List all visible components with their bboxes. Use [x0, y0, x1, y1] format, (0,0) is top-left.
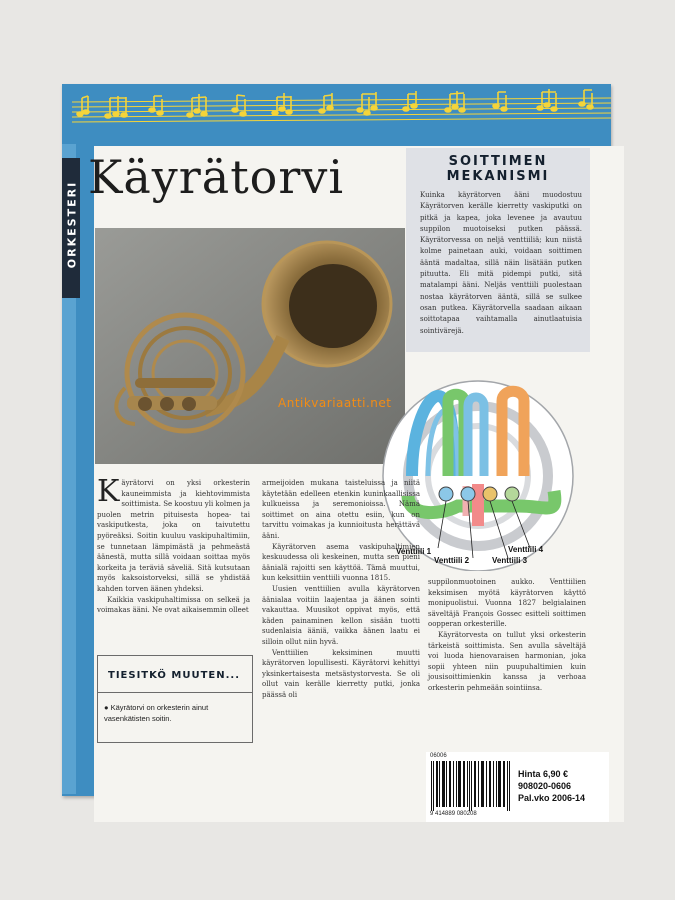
valve-2-label: Venttiili 2: [434, 556, 470, 565]
col3-paragraph-1: suppilonmuotoinen aukko. Venttiilien keksimisen myötä käyrätorven käyttö monipuolistui. Vuonna 1827 belgialainen säveltäjä François Gossec esitteli soittimen oopperan orkesterille.: [428, 578, 586, 629]
body-column-3: [428, 577, 586, 694]
sidebar-heading-line1: SOITTIMEN: [448, 154, 548, 169]
col2-paragraph-1: armeijoiden mukana taisteluissa ja niitä käytetään edelleen etenkin kuninkaallisissa kulkueissa ja seremonioissa. Nämä soittimet on aina otettu esiin, kun on tarvittu voimakas ja kunnioitusta herättävä ääni.: [262, 479, 420, 540]
issue-code: 06006: [430, 753, 447, 759]
col1-paragraph-2: Kaikkia vaskipuhaltimissa on selkeä ja voimakas ääni. Ne ovat aikaisemmin olleet: [97, 595, 250, 615]
mechanism-sidebar: [406, 148, 590, 352]
section-tab-label: ORKESTERI: [65, 180, 79, 269]
col2-paragraph-2: Käyrätorven asema vaskipuhaltimien keskuudessa oli keskeinen, mutta sen pieni äänialä rajoitti sen käyttöä. Tämä muuttui, kun keksittiin venttiili vuonna 1815.: [262, 542, 420, 583]
barcode-icon: [430, 761, 512, 811]
body-column-2: [262, 478, 420, 700]
horn-photo: [95, 228, 405, 464]
did-you-know-text: ● Käyrätorvi on orkesterin ainut vasenkätisten soitin.: [104, 703, 209, 723]
sales-week: Pal.vko 2006-14: [518, 793, 586, 803]
did-you-know-heading: TIESITKÖ MUUTEN...: [108, 670, 241, 681]
section-tab: [62, 158, 80, 298]
did-you-know-box: [97, 655, 253, 743]
watermark: Antikvariaatti.net: [278, 396, 392, 410]
price-label: Hinta 6,90 €: [518, 769, 569, 779]
col1-paragraph-1: äyrätorvi on yksi orkesterin kauneimmista ja kiehtovimmista soittimista. Se koostuu yli kolmen ja puolen metrin pituisesta hopea- tai vaskiputkesta, joka on taivutettu pyöreäksi. Soitin kuuluu vaskipuhaltimiin, se tunnetaan lämpimästä ja pehmeästä äänestä, mutta sillä voidaan soittaa myös korkeita ja teräviä säveliä. Sitä kutsutaan myös kaksoistorveksi, sillä se yhdistää kahden torven äänen yhdeksi.: [97, 479, 250, 593]
drop-cap: K: [97, 474, 120, 509]
valve-4-label: Venttiili 4: [508, 545, 544, 554]
body-column-1: [97, 474, 250, 616]
valve-3-label: Venttiili 3: [492, 556, 528, 565]
product-code: 908020-0606: [518, 781, 572, 791]
col3-paragraph-2: Käyrätorvesta on tullut yksi orkesterin tärkeistä soittimista. Sen avulla säveltäjä voi luoda hienovaraisen harmonian, joka sopii yhteen niin puupuhaltimien kuin jousisoittimienkin kanssa ja verhoaa orkesterin pehmeään sointiinsa.: [428, 630, 586, 692]
col2-paragraph-4: Venttiilien keksiminen muutti käyrätorven lopullisesti. Käyrätorvi kehittyi yksinkertaisesta metsästystorvesta. Se oli ollut vain kerälle kierretty putki, jonka päässä oli: [262, 648, 420, 699]
sidebar-heading: [406, 154, 590, 184]
music-staff-banner: [62, 84, 611, 144]
price-barcode-box: [426, 752, 609, 822]
price-info: [518, 768, 585, 804]
sidebar-text: Kuinka käyrätorven ääni muodostuu Käyrätorven kerälle kierretty vaskiputki on pitkä ja kapea, joka levenee ja avautuu suppilon muotoiseksi putken päässä. Käyrätorvessa on neljä venttiiliä; kun niistä kolme painetaan auki, voidaan soittimen ääntä madaltaa, sillä näin lisätään putken pituutta. Eli mitä pidempi putki, sitä matalampi ääni. Neljäs venttiili puolestaan nostaa käyrätorven ääntä, sillä se sulkee osan putkea. Käyrätorvella saadaan aikaan soittotapaa vaihtamalla ainutlaatuisia sointivärejä.: [420, 191, 582, 335]
valve-1-label: Venttiili 1: [396, 547, 432, 556]
page-title: Käyrätorvi: [88, 150, 345, 204]
col2-paragraph-3: Uusien venttiilien avulla käyrätorven äänialaa voitiin laajentaa ja äänen sointi vakauttaa. Muusikot oppivat myös, että käden painaminen kellon sisään tuotti sudenlaisia ääniä, vaikka äänen laatu ei silloin ollut niin hyvä.: [262, 584, 420, 646]
ean-number: 9 414889 080208: [430, 811, 477, 817]
did-you-know-divider: [98, 692, 252, 693]
sidebar-heading-line2: MEKANISMI: [446, 169, 550, 184]
